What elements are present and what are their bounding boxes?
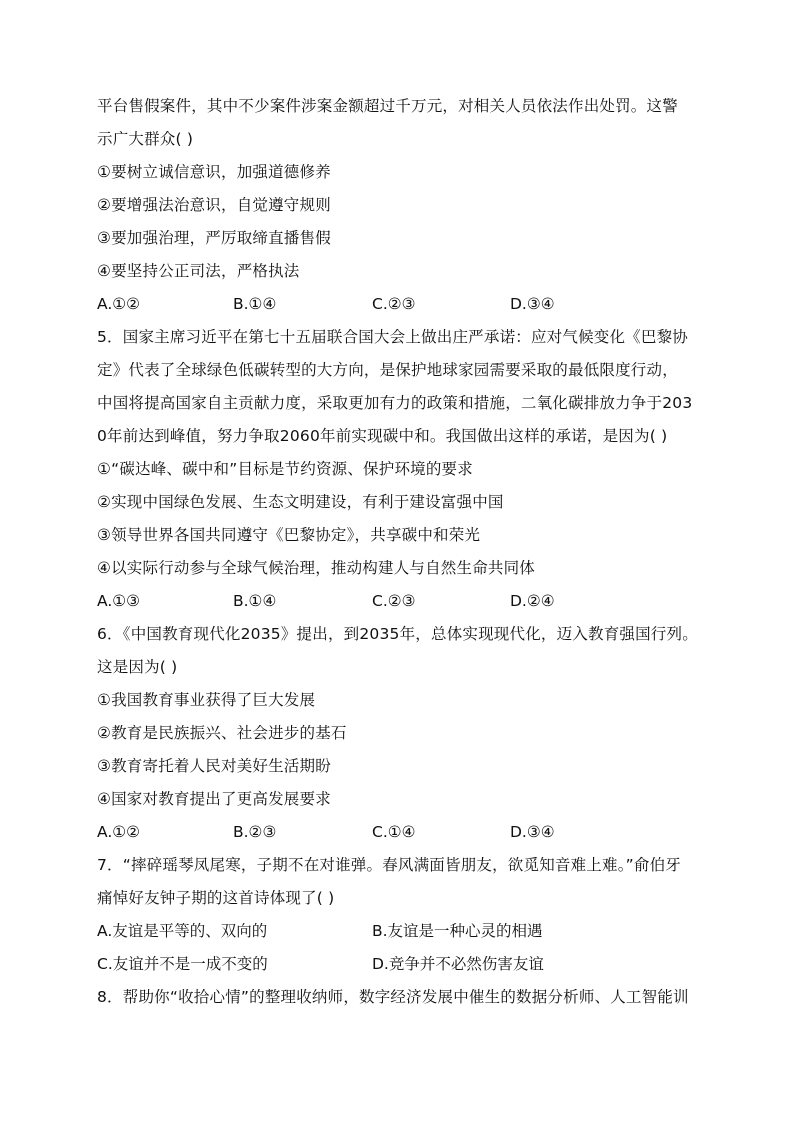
q6-stem-line-2: 这是因为( ) <box>97 658 178 676</box>
q4-stem-line-1: 平台售假案件，其中不少案件涉案金额超过千万元，对相关人员依法作出处罚。这警 <box>97 97 678 115</box>
q7-option-c: C.友谊并不是一成不变的 <box>97 955 268 973</box>
q4-option-b: B.①④ <box>233 295 277 313</box>
q5-stem-line-1: 5．国家主席习近平在第七十五届联合国大会上做出庄严承诺：应对气候变化《巴黎协 <box>97 328 688 346</box>
q5-option-a: A.①③ <box>97 592 141 610</box>
q5-option-d: D.②④ <box>510 592 555 610</box>
q6-statement-2: ②教育是民族振兴、社会进步的基石 <box>97 724 347 742</box>
q4-option-c: C.②③ <box>372 295 416 313</box>
q4-statement-4: ④要坚持公正司法，严格执法 <box>97 262 300 280</box>
q5-stem-line-4: 0年前达到峰值，努力争取2060年前实现碳中和。我国做出这样的承诺，是因为( ) <box>97 427 668 445</box>
q5-statement-2: ②实现中国绿色发展、生态文明建设，有利于建设富强中国 <box>97 493 504 511</box>
q6-option-d: D.③④ <box>510 823 555 841</box>
q5-statement-1: ①“碳达峰、碳中和”目标是节约资源、保护环境的要求 <box>97 460 473 478</box>
q7-stem-line-1: 7．“摔碎瑶琴凤尾寒，子期不在对谁弹。春风满面皆朋友，欲觅知音难上难。”俞伯牙 <box>97 856 681 874</box>
q5-statement-3: ③领导世界各国共同遵守《巴黎协定》，共享碳中和荣光 <box>97 526 481 544</box>
q7-option-b: B.友谊是一种心灵的相遇 <box>372 922 543 940</box>
q7-stem-line-2: 痛悼好友钟子期的这首诗体现了( ) <box>97 889 335 907</box>
q8-stem-line-1: 8．帮助你“收拾心情”的整理收纳师，数字经济发展中催生的数据分析师、人工智能训 <box>97 988 689 1006</box>
q7-option-a: A.友谊是平等的、双向的 <box>97 922 268 940</box>
q6-stem-line-1: 6．《中国教育现代化2035》提出，到2035年，总体实现现代化，迈入教育强国行列。 <box>97 625 698 643</box>
q4-option-a: A.①② <box>97 295 141 313</box>
q4-statement-1: ①要树立诚信意识，加强道德修养 <box>97 163 331 181</box>
q6-option-b: B.②③ <box>233 823 277 841</box>
q5-statement-4: ④以实际行动参与全球气候治理，推动构建人与自然生命共同体 <box>97 559 535 577</box>
q6-statement-3: ③教育寄托着人民对美好生活期盼 <box>97 757 331 775</box>
q5-stem-line-2: 定》代表了全球绿色低碳转型的大方向，是保护地球家园需要采取的最低限度行动， <box>97 361 678 379</box>
q4-statement-2: ②要增强法治意识，自觉遵守规则 <box>97 196 331 214</box>
q5-stem-line-3: 中国将提高国家自主贡献力度，采取更加有力的政策和措施，二氧化碳排放力争于203 <box>97 394 693 412</box>
q6-option-a: A.①② <box>97 823 141 841</box>
q6-option-c: C.①④ <box>372 823 416 841</box>
q4-statement-3: ③要加强治理，严厉取缔直播售假 <box>97 229 331 247</box>
q6-statement-1: ①我国教育事业获得了巨大发展 <box>97 691 316 709</box>
q6-statement-4: ④国家对教育提出了更高发展要求 <box>97 790 331 808</box>
q5-option-c: C.②③ <box>372 592 416 610</box>
q5-option-b: B.①④ <box>233 592 277 610</box>
q4-option-d: D.③④ <box>510 295 555 313</box>
q7-option-d: D.竞争并不必然伤害友谊 <box>372 955 544 973</box>
q4-stem-line-2: 示广大群众( ) <box>97 130 194 148</box>
